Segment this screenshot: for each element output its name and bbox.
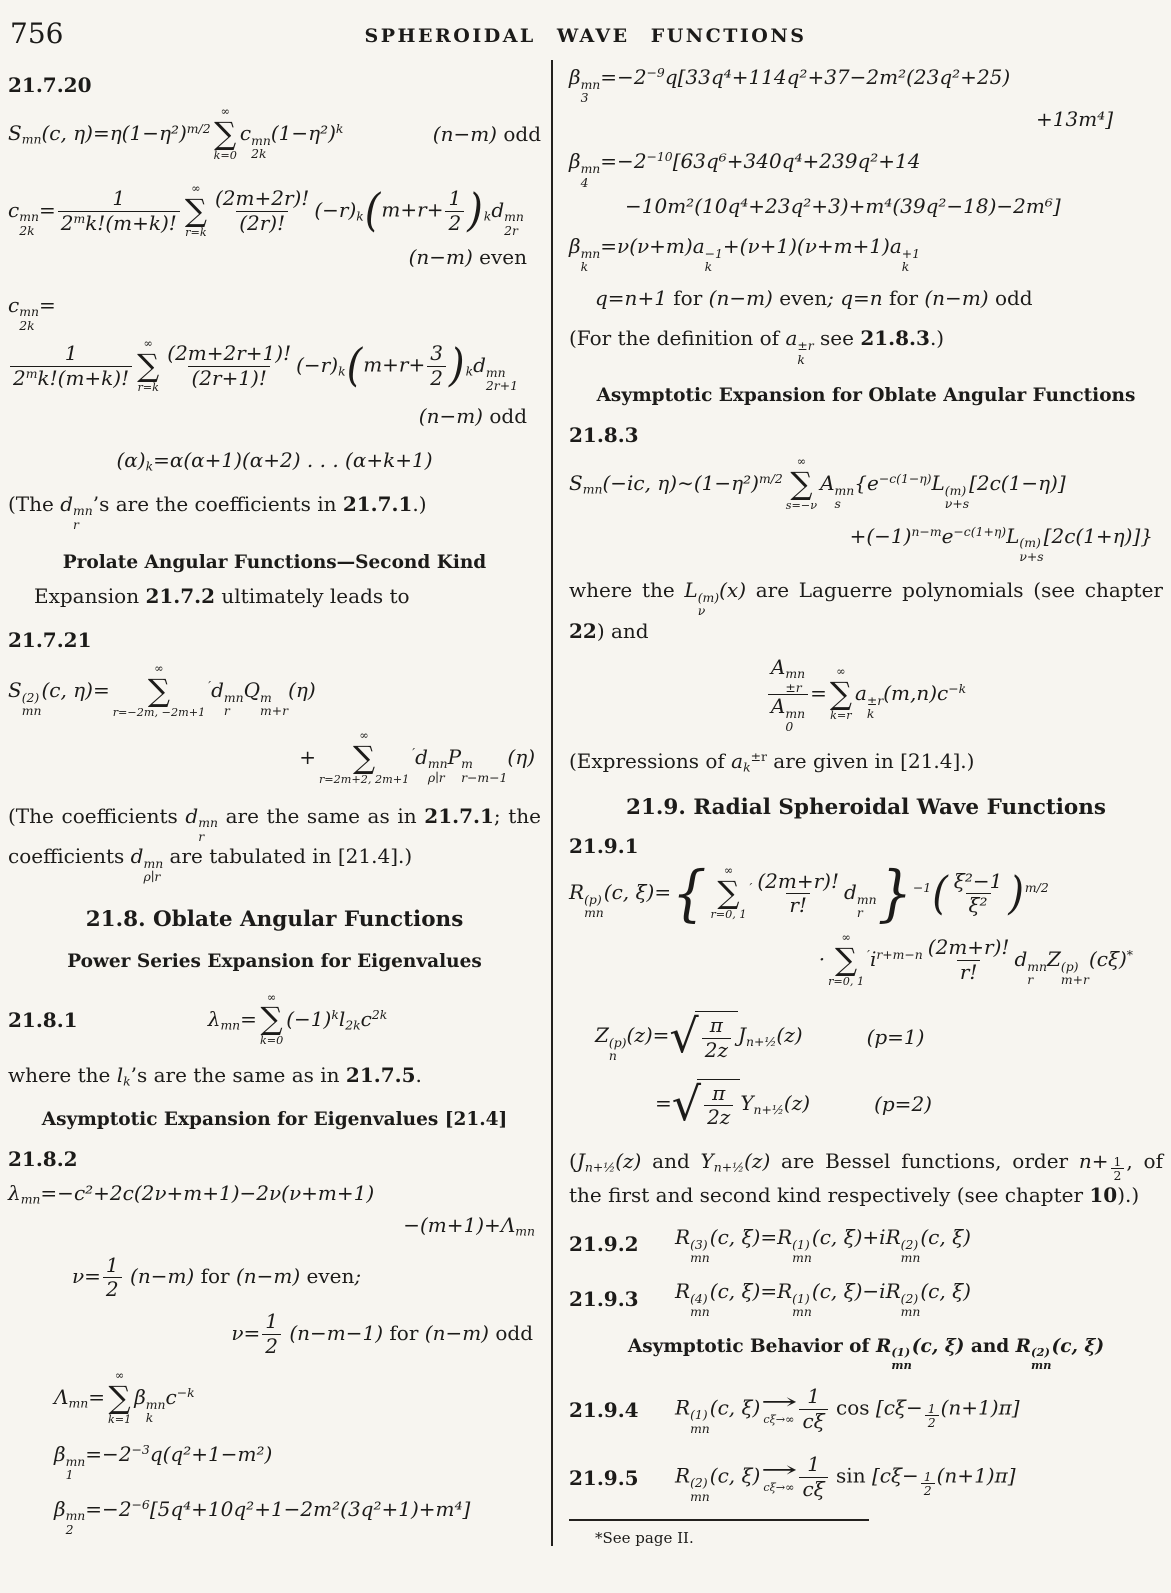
equation-c2k-even-condition: [8, 244, 541, 270]
equation-label-21-7-20: [8, 72, 541, 98]
equation-body: Z (p) n (z)= √ $\frac{\pi}{2z}$ Jn+½(z): [595, 1009, 803, 1064]
equation-beta3-line1: [569, 64, 1163, 104]
equation-beta4-line1: [569, 148, 1163, 188]
footnote-rule: [569, 1519, 869, 1521]
equation-body: β mn 3 $=-2^{-9}q[33q^4+114q^2+37-2m^2(23q^2+25)$: [569, 65, 1011, 106]
equation-q-definition: [569, 285, 1163, 311]
equation-body: S (2) mn (c, η)= ∞ ∑ r=−2m, −2m+1 ′d mn r Q m m+r (η): [8, 662, 316, 719]
equation-number: 21.9.5: [569, 1466, 639, 1491]
equation-body: · ∞ ∑ r=0, 1 $'i^{r+m-n}$ $\frac{(2m+r)!}{r!}$ d mn r Z (p) m+r (cξ)*: [818, 931, 1133, 989]
right-column: [549, 62, 1165, 1549]
equation-condition: (n−m) even: [408, 244, 527, 269]
equation-body: R (1) mn (c, ξ) → cξ→∞ $\frac{1}{c\xi}$ cos [cξ− $\frac{1}{2}$ (n+1)π]: [675, 1383, 1020, 1436]
section-heading-21-9: 21.9. Radial Spheroidal Wave Functions: [625, 794, 1106, 820]
equation-number: 21.8.2: [8, 1147, 78, 1172]
left-column: [8, 62, 549, 1549]
paragraph-text: where the L (m) ν (x) are Laguerre polynomials (see chapter 22) and: [569, 578, 1163, 643]
equation-number: 21.9.3: [569, 1286, 639, 1311]
paragraph-text: where the lk’s are the same as in 21.7.5.: [8, 1063, 422, 1090]
paragraph-bessel: [569, 1148, 1163, 1208]
note-text: (Expressions of $ak^{\pm r}$ are given in [21.4].): [569, 748, 975, 775]
paragraph-text: Expansion 21.7.2 ultimately leads to: [34, 584, 410, 609]
equation-label-21-7-21: [8, 627, 541, 653]
page-number: 756: [10, 17, 64, 50]
equation-betak: [569, 233, 1163, 273]
note-coefficients: [8, 803, 541, 884]
equation-21-8-1: [8, 992, 541, 1049]
equation-number: 21.8.3: [569, 422, 639, 447]
equation-body: = √ $\frac{\pi}{2z}$ Yn+½(z): [655, 1076, 811, 1131]
equation-lhs: c mn 2k =: [8, 292, 56, 333]
note-ak-definition: [569, 325, 1163, 365]
section-heading-21-8: 21.8. Oblate Angular Functions: [85, 906, 464, 932]
equation-21-9-1-line1: [569, 857, 1163, 929]
equation-lambda-sum: [8, 1370, 541, 1427]
equation-body: β mn k =ν(ν+m)a −1 k +(ν+1)(ν+m+1)a +1 k: [569, 233, 921, 275]
equation-body: β mn 1 $=-2^{-3}q(q^2+1-m^2)$: [54, 1442, 273, 1483]
equation-body: q=n+1 for (n−m) even; q=n for (n−m) odd: [595, 286, 1033, 311]
equation-Z-p1: [569, 1011, 1163, 1063]
equation-c2k-odd-condition: [8, 403, 541, 429]
equation-body: Λmn= ∞ ∑ k=1 β mn k $c^{-k}$: [54, 1369, 195, 1427]
note-text: (The d mn r ’s are the coefficients in 21.7.1.): [8, 491, 427, 532]
equation-body: −10m²(10q⁴+23q²+3)+m⁴(39q²−18)−2m⁶]: [625, 193, 1061, 218]
equation-number: 21.7.20: [8, 73, 92, 97]
heading-power-series: Power Series Expansion for Eigenvalues: [67, 950, 482, 972]
equation-body: R (3) mn (c, ξ)=R (1) mn (c, ξ)+iR (2) mn (c, ξ): [675, 1224, 971, 1265]
paragraph-lk: [8, 1062, 541, 1090]
equation-21-8-3-line1: [569, 456, 1163, 513]
equation-21-8-2-line1: [8, 1180, 541, 1208]
equation-body: Smn(c, $\eta)=\eta(1-\eta^2)^{m/2}$ ∞ ∑ k=0 c mn 2k $(1-\eta^2)^k$: [8, 105, 344, 162]
equation-body: β mn 2 $=-2^{-6}[5q^4+10q^2+1-2m^2(3q^2+1)+m^4]$: [54, 1496, 471, 1537]
paragraph-expansion: [8, 583, 541, 609]
equation-body: R (4) mn (c, ξ)=R (1) mn (c, ξ)−iR (2) mn (c, ξ): [675, 1279, 971, 1320]
equation-21-9-4: [569, 1385, 1163, 1435]
paragraph-text: (Jn+½(z) and Yn+½(z) are Bessel functions, order n+ $\frac{1}{2}$ , of the first and second kind respectively (see chapter 10).): [569, 1148, 1163, 1207]
equation-21-8-2-line2: [8, 1212, 541, 1240]
equation-body: β mn 4 $=-2^{-10}[63q^6+340q^4+239q^2+14$: [569, 149, 921, 190]
equation-c2k-even: [8, 183, 541, 240]
equation-case-tag: (p=2): [874, 1092, 932, 1117]
running-head: SPHEROIDAL WAVE FUNCTIONS: [364, 25, 807, 47]
equation-21-7-21-line2: [8, 730, 541, 787]
heading-asymptotic-behavior: [569, 1335, 1163, 1371]
equation-beta1: [8, 1441, 541, 1481]
footnote: [569, 1519, 1163, 1549]
heading-asymptotic-eigenvalues: Asymptotic Expansion for Eigenvalues [21.4]: [41, 1109, 508, 1131]
equation-21-9-5: [569, 1453, 1163, 1503]
equation-beta2: [8, 1496, 541, 1536]
equation-c2k-odd: [8, 338, 541, 395]
equation-label-21-8-2: [8, 1146, 541, 1172]
equation-21-7-21-line1: [8, 663, 541, 720]
note-text: (For the definition of a ±r k see 21.8.3.): [569, 326, 945, 367]
equation-21-8-3-line2: [569, 523, 1163, 563]
heading-prolate-second-kind: Prolate Angular Functions—Second Kind: [62, 552, 487, 574]
equation-Z-p2: [569, 1076, 1163, 1131]
equation-label-21-9-1: [569, 833, 1163, 859]
equation-body: λmn= ∞ ∑ k=0 $(-1)^kl2kc^{2k}$: [207, 990, 388, 1048]
column-divider-rule: [551, 60, 553, 1546]
note-text: (The coefficients d mn r are the same as in 21.7.1; the coefficients d mn ρ∣r are tabulated in [21.4].): [8, 803, 541, 885]
equation-beta4-line2: [569, 193, 1163, 219]
equation-body: + ∞ ∑ r=2m+2, 2m+1 ′d mn ρ∣r P m r−m−1 (η): [299, 728, 535, 786]
equation-body: $+(-1)^{n-m}e^{-c(1+\eta)}L$ (m) ν+s [2c(1+η)]}: [849, 523, 1153, 564]
equation-number: 21.9.4: [569, 1397, 639, 1422]
equation-nu-even: [8, 1254, 541, 1302]
equation-body: Smn(−ic, $\eta)\sim(1-\eta^2)^{m/2}$ ∞ ∑ s=−ν A mn s {$e^{-c(1-\eta)}L$ (m) ν+s [2c(1−η)]: [569, 454, 1066, 512]
equation-body: ν= $\frac{1}{2}$ (n−m−1) for (n−m) odd: [231, 1309, 533, 1358]
equation-case-tag: (p=1): [866, 1024, 925, 1049]
equation-pochhammer: [8, 447, 541, 475]
equation-body: R (2) mn (c, ξ) → cξ→∞ $\frac{1}{c\xi}$ sin [cξ− $\frac{1}{2}$ (n+1)π]: [675, 1452, 1016, 1504]
equation-condition: (n−m) odd: [432, 122, 541, 147]
equation-body: +13m⁴]: [1036, 107, 1113, 132]
equation-21-9-1-line2: [569, 932, 1163, 989]
heading-text: Asymptotic Behavior of R (1) mn (c, ξ) and R (2) mn (c, ξ): [627, 1335, 1105, 1372]
equation-body: c mn 2k = $\frac{1}{2^mk!(m+k)!}$ ∞ ∑ r=k $\frac{(2m+2r)!}{(2r)!}$ (−r)k ( m+r+ $\frac{1}{2}$ ) kd mn 2r: [8, 181, 524, 239]
equation-number: 21.9.1: [569, 834, 639, 859]
equation-nu-odd: [8, 1310, 541, 1358]
equation-A-ratio: [569, 656, 1163, 734]
equation-c2k-odd-intro: [8, 292, 541, 332]
equation-body: R (p) mn (c, ξ)= { ∞ ∑ r=0, 1 ′ $\frac{(2m+r)!}{r!}$ d mn r } $^{-1}$ ( $\frac{\text{ξ²−1}}{\text{ξ²}}$ ) $^{m/2}$: [569, 857, 1049, 929]
equation-number: 21.9.2: [569, 1232, 639, 1257]
equation-21-7-20: [8, 106, 541, 163]
equation-body: A mn ±r A mn 0 = ∞ ∑ k=r a ±r k $(m,n)c^{-k}$: [766, 681, 966, 705]
footnote-text: *See page II.: [595, 1529, 694, 1548]
equation-21-9-2: [569, 1224, 1163, 1264]
equation-beta3-line2: [569, 106, 1163, 132]
equation-condition: (n−m) odd: [418, 403, 527, 428]
equation-number: 21.8.1: [8, 1007, 78, 1032]
equation-number: 21.7.21: [8, 628, 92, 653]
equation-body: (α)k=α(α+1)(α+2) . . . (α+k+1): [116, 447, 433, 474]
equation-21-9-3: [569, 1278, 1163, 1318]
equation-body: −(m+1)+Λmn: [403, 1213, 535, 1239]
paragraph-laguerre: [569, 577, 1163, 643]
equation-body: ν= $\frac{1}{2}$ (n−m) for (n−m) even;: [72, 1252, 362, 1302]
equation-body: λmn=−c²+2c(2ν+m+1)−2ν(ν+m+1): [8, 1181, 375, 1207]
equation-body: $\frac{1}{2^mk!(m+k)!}$ ∞ ∑ r=k $\frac{(2m+2r+1)!}{(2r+1)!}$ (−r)k ( m+r+ $\frac{3}{2}$ ) kd mn 2r+1: [8, 353, 518, 377]
note-ak-expressions: [569, 748, 1163, 776]
equation-label-21-8-3: [569, 422, 1163, 448]
heading-asymptotic-oblate: Asymptotic Expansion for Oblate Angular Functions: [596, 384, 1136, 406]
note-d-coefficients: [8, 491, 541, 531]
